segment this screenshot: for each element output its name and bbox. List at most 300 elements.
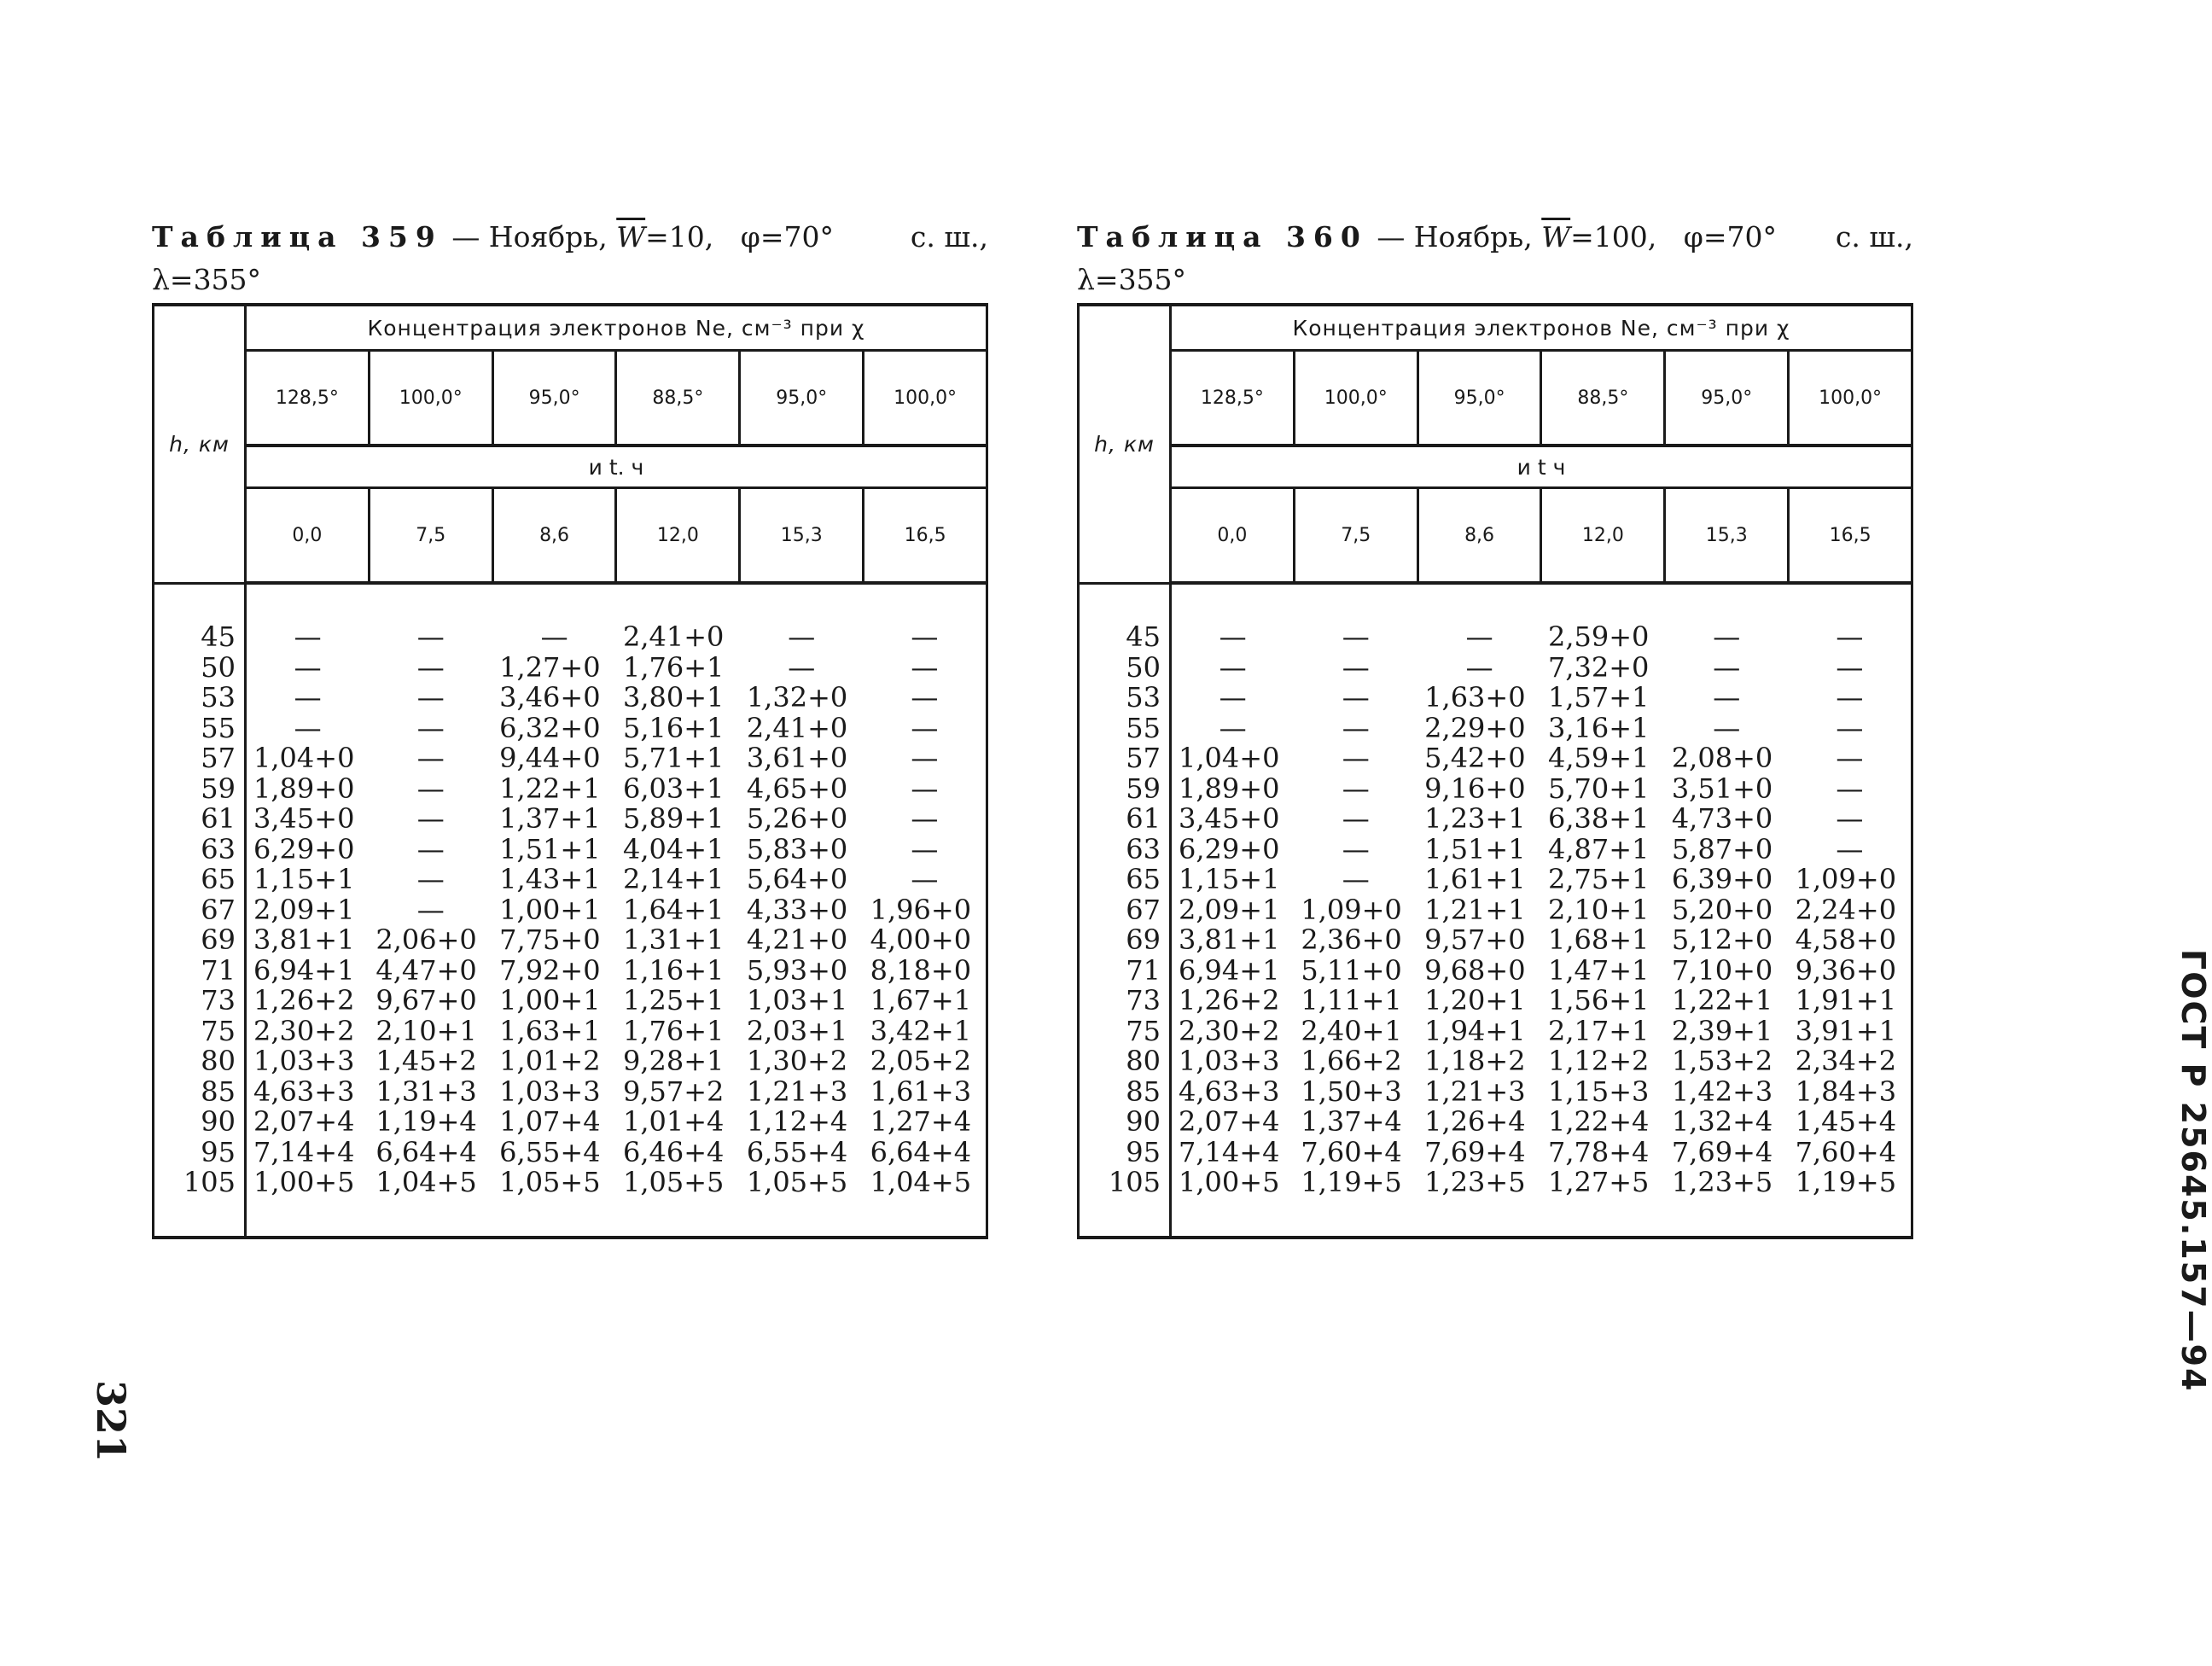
value-cell: 5,11+0 <box>1301 953 1402 987</box>
value-cell: 4,65+0 <box>746 772 848 805</box>
value-cell: 2,14+1 <box>622 863 725 895</box>
value-cell: 1,51+1 <box>499 832 601 865</box>
time-header-cell: 0,0 <box>1171 488 1295 584</box>
value-cell: 1,15+1 <box>253 863 355 895</box>
value-cell: 7,69+4 <box>1424 1135 1526 1168</box>
table-row <box>1079 986 1912 1016</box>
time-header-cell: 16,5 <box>1789 488 1912 584</box>
height-cell: 59 <box>1079 774 1171 805</box>
value-cell: 5,42+0 <box>1424 742 1526 774</box>
time-header-row <box>1079 488 1912 584</box>
value-cell: — <box>416 772 445 805</box>
w-value: =10, <box>645 220 714 253</box>
value-cell: 1,23+1 <box>1424 802 1526 835</box>
value-cell: — <box>1836 772 1864 805</box>
height-cell: 50 <box>154 653 246 684</box>
gost-code: ГОСТ Р 25645.157—94 <box>2174 949 2212 1393</box>
height-cell: 55 <box>1079 714 1171 744</box>
height-cell: 45 <box>1079 622 1171 653</box>
value-cell: 1,18+2 <box>1424 1045 1526 1077</box>
value-cell: 1,12+4 <box>746 1105 848 1138</box>
value-cell: 3,45+0 <box>1179 802 1280 835</box>
value-cell: 2,30+2 <box>1179 1014 1280 1047</box>
value-cell: 1,63+0 <box>1424 681 1526 714</box>
month-text: — Ноябрь, <box>442 220 617 253</box>
height-cell: 69 <box>154 925 246 956</box>
table-row <box>1079 1077 1912 1108</box>
value-cell: — <box>294 650 322 684</box>
value-cell: 1,04+0 <box>1179 742 1280 774</box>
phi-value: φ=70° <box>740 220 835 253</box>
value-cell: 1,19+4 <box>375 1105 477 1138</box>
height-cell: 73 <box>154 986 246 1016</box>
table-row <box>154 683 987 714</box>
value-cell: 7,32+0 <box>1547 650 1650 684</box>
value-cell: 2,07+4 <box>1179 1105 1280 1138</box>
value-cell: 1,32+4 <box>1671 1105 1773 1138</box>
value-cell: 6,64+4 <box>375 1135 477 1168</box>
value-cell: 6,64+4 <box>870 1135 972 1168</box>
table-row <box>154 1046 987 1077</box>
value-cell: 1,27+0 <box>499 650 601 684</box>
spacer-cell <box>740 583 864 622</box>
value-cell: — <box>416 742 445 774</box>
value-cell: — <box>1219 681 1247 714</box>
value-cell: 9,36+0 <box>1795 953 1897 987</box>
value-cell: — <box>416 620 445 653</box>
value-cell: 1,00+5 <box>253 1166 355 1198</box>
table-row <box>154 835 987 865</box>
value-cell: 2,09+1 <box>1179 893 1280 926</box>
table-row <box>1079 714 1912 744</box>
table-359-block <box>152 218 988 1239</box>
value-cell: 2,10+1 <box>375 1014 477 1047</box>
value-cell: 1,45+2 <box>375 1045 477 1077</box>
value-cell: 1,03+3 <box>253 1045 355 1077</box>
value-cell: — <box>1836 742 1864 774</box>
value-cell: 1,16+1 <box>622 953 725 987</box>
value-cell: 4,00+0 <box>870 923 972 956</box>
value-cell: — <box>911 863 939 895</box>
value-cell: 4,87+1 <box>1547 832 1650 865</box>
chi-header-cell: 128,5° <box>246 351 370 446</box>
table-row <box>1079 895 1912 926</box>
electron-density-table <box>1077 303 1913 1239</box>
table-row <box>154 774 987 805</box>
value-cell: 1,89+0 <box>1179 772 1280 805</box>
height-cell: 53 <box>154 683 246 714</box>
table-label: Таблица 359 <box>152 220 443 253</box>
value-cell: — <box>1342 711 1370 744</box>
height-cell: 61 <box>1079 804 1171 835</box>
value-cell: 3,81+1 <box>253 923 355 956</box>
value-cell: 6,29+0 <box>1179 832 1280 865</box>
value-cell: 3,42+1 <box>870 1014 972 1047</box>
value-cell: 6,03+1 <box>622 772 725 805</box>
table-row <box>1079 1107 1912 1138</box>
value-cell: 3,45+0 <box>253 802 355 835</box>
value-cell: — <box>1465 650 1493 684</box>
table-row <box>1079 774 1912 805</box>
value-cell: 5,64+0 <box>746 863 848 895</box>
time-header-cell: 16,5 <box>864 488 987 584</box>
lambda-value: λ=355° <box>152 263 262 296</box>
height-cell: 57 <box>154 743 246 774</box>
value-cell: 6,94+1 <box>1179 953 1280 987</box>
time-header-cell: 0,0 <box>246 488 370 584</box>
value-cell: 1,27+4 <box>870 1105 972 1138</box>
table-body <box>154 583 987 1238</box>
spacer-cell <box>1294 1198 1417 1238</box>
value-cell: — <box>1836 650 1864 684</box>
value-cell: 7,92+0 <box>499 953 601 987</box>
value-cell: — <box>1342 742 1370 774</box>
value-cell: 1,64+1 <box>622 893 725 926</box>
value-cell: 1,84+3 <box>1795 1075 1897 1108</box>
hemisphere-text: с. ш., <box>910 220 988 253</box>
value-cell: 1,91+1 <box>1795 984 1897 1016</box>
value-cell: 1,42+3 <box>1671 1075 1773 1108</box>
table-row <box>1079 1016 1912 1047</box>
table-row <box>1079 622 1912 653</box>
spacer-cell <box>246 583 370 622</box>
height-cell: 57 <box>1079 743 1171 774</box>
table-row <box>1079 835 1912 865</box>
concentration-header: Концентрация электронов Nе, см⁻³ при χ <box>1171 305 1912 351</box>
table-row <box>154 653 987 684</box>
value-cell: 7,14+4 <box>253 1135 355 1168</box>
value-cell: 1,25+1 <box>622 984 725 1016</box>
spacer-cell <box>1417 583 1541 622</box>
height-cell: 69 <box>1079 925 1171 956</box>
value-cell: 3,16+1 <box>1547 711 1650 744</box>
value-cell: 1,22+4 <box>1547 1105 1650 1138</box>
spacer-cell <box>154 583 246 622</box>
value-cell: 6,39+0 <box>1671 863 1773 895</box>
time-header-row <box>154 488 987 584</box>
value-cell: — <box>294 681 322 714</box>
height-cell: 67 <box>1079 895 1171 926</box>
value-cell: 2,05+2 <box>870 1045 972 1077</box>
value-cell: 1,26+2 <box>1179 984 1280 1016</box>
value-cell: 4,59+1 <box>1547 742 1650 774</box>
height-cell: 85 <box>1079 1077 1171 1108</box>
value-cell: — <box>416 681 445 714</box>
value-cell: 9,28+1 <box>622 1045 725 1077</box>
value-cell: — <box>1465 620 1493 653</box>
value-cell: 4,63+3 <box>253 1075 355 1108</box>
value-cell: 1,63+1 <box>499 1014 601 1047</box>
value-cell: 7,75+0 <box>499 923 601 956</box>
value-cell: 4,21+0 <box>746 923 848 956</box>
spacer-row <box>154 583 987 622</box>
value-cell: 2,30+2 <box>253 1014 355 1047</box>
value-cell: 2,29+0 <box>1424 711 1526 744</box>
value-cell: 1,15+1 <box>1179 863 1280 895</box>
table-row <box>154 743 987 774</box>
value-cell: 1,94+1 <box>1424 1014 1526 1047</box>
height-cell: 67 <box>154 895 246 926</box>
value-cell: 1,76+1 <box>622 650 725 684</box>
value-cell: — <box>1836 802 1864 835</box>
table-row <box>154 1138 987 1168</box>
value-cell: — <box>1342 650 1370 684</box>
value-cell: 6,38+1 <box>1547 802 1650 835</box>
height-cell: 63 <box>154 835 246 865</box>
spacer-cell <box>1171 583 1295 622</box>
value-cell: 1,23+5 <box>1671 1166 1773 1198</box>
height-cell: 75 <box>1079 1016 1171 1047</box>
value-cell: 2,03+1 <box>746 1014 848 1047</box>
page-number: 321 <box>88 1379 135 1463</box>
value-cell: — <box>1342 863 1370 895</box>
value-cell: 1,05+5 <box>746 1166 848 1198</box>
value-cell: — <box>416 863 445 895</box>
value-cell: 8,18+0 <box>870 953 972 987</box>
value-cell: 7,78+4 <box>1547 1135 1650 1168</box>
spacer-cell <box>492 1198 616 1238</box>
value-cell: 3,91+1 <box>1795 1014 1897 1047</box>
value-cell: 1,09+0 <box>1795 863 1897 895</box>
value-cell: 1,66+2 <box>1301 1045 1402 1077</box>
table-row <box>154 1016 987 1047</box>
value-cell: — <box>911 650 939 684</box>
month-text: — Ноябрь, <box>1367 220 1542 253</box>
value-cell: 2,75+1 <box>1547 863 1650 895</box>
chi-header-cell: 100,0° <box>864 351 987 446</box>
value-cell: 1,04+5 <box>375 1166 477 1198</box>
spacer-cell <box>740 1198 864 1238</box>
time-header-cell: 12,0 <box>616 488 740 584</box>
chi-header-row <box>154 351 987 446</box>
value-cell: — <box>911 620 939 653</box>
spacer-cell <box>154 1198 246 1238</box>
table-360-block <box>1077 218 1913 1239</box>
value-cell: — <box>294 711 322 744</box>
value-cell: 9,16+0 <box>1424 772 1526 805</box>
local-time-header: и t. ч <box>246 446 987 488</box>
value-cell: 1,21+1 <box>1424 893 1526 926</box>
value-cell: — <box>911 802 939 835</box>
spacer-cell <box>369 583 492 622</box>
spacer-row <box>1079 583 1912 622</box>
value-cell: 6,55+4 <box>499 1135 601 1168</box>
spacer-cell <box>1294 583 1417 622</box>
height-cell: 95 <box>1079 1138 1171 1168</box>
table-row <box>1079 683 1912 714</box>
value-cell: 1,43+1 <box>499 863 601 895</box>
value-cell: 1,31+3 <box>375 1075 477 1108</box>
w-symbol: $\overline{W}$ <box>616 220 646 253</box>
value-cell: 6,29+0 <box>253 832 355 865</box>
value-cell: 1,03+3 <box>499 1075 601 1108</box>
value-cell: 1,22+1 <box>1671 984 1773 1016</box>
value-cell: — <box>911 711 939 744</box>
value-cell: — <box>1342 681 1370 714</box>
value-cell: 1,61+1 <box>1424 863 1526 895</box>
spacer-cell <box>246 1198 370 1238</box>
height-cell: 45 <box>154 622 246 653</box>
height-cell: 80 <box>1079 1046 1171 1077</box>
value-cell: 1,30+2 <box>746 1045 848 1077</box>
value-cell: — <box>1713 681 1741 714</box>
table-row <box>154 986 987 1016</box>
table-row <box>1079 956 1912 987</box>
value-cell: — <box>1836 620 1864 653</box>
h-column-header: h, км <box>154 305 246 583</box>
height-cell: 105 <box>1079 1168 1171 1198</box>
value-cell: — <box>416 893 445 926</box>
value-cell: — <box>911 772 939 805</box>
height-cell: 53 <box>1079 683 1171 714</box>
value-cell: 1,32+0 <box>746 681 848 714</box>
value-cell: 1,20+1 <box>1424 984 1526 1016</box>
value-cell: 6,46+4 <box>622 1135 725 1168</box>
height-cell: 61 <box>154 804 246 835</box>
spacer-cell <box>1789 583 1912 622</box>
hemisphere-text: с. ш., <box>1835 220 1913 253</box>
value-cell: — <box>294 620 322 653</box>
value-cell: 5,89+1 <box>622 802 725 835</box>
time-header-cell: 15,3 <box>740 488 864 584</box>
value-cell: 5,20+0 <box>1671 893 1773 926</box>
value-cell: 1,31+1 <box>622 923 725 956</box>
value-cell: 1,00+1 <box>499 984 601 1016</box>
value-cell: 1,37+4 <box>1301 1105 1402 1138</box>
value-cell: 7,60+4 <box>1795 1135 1897 1168</box>
lambda-value: λ=355° <box>1077 263 1187 296</box>
table-row <box>154 925 987 956</box>
table-row <box>154 622 987 653</box>
value-cell: 1,96+0 <box>870 893 972 926</box>
value-cell: 5,70+1 <box>1547 772 1650 805</box>
value-cell: 1,03+3 <box>1179 1045 1280 1077</box>
value-cell: — <box>416 711 445 744</box>
value-cell: 1,01+4 <box>622 1105 725 1138</box>
value-cell: 1,07+4 <box>499 1105 601 1138</box>
value-cell: — <box>416 650 445 684</box>
value-cell: 1,47+1 <box>1547 953 1650 987</box>
value-cell: 3,51+0 <box>1671 772 1773 805</box>
value-cell: 1,61+3 <box>870 1075 972 1108</box>
value-cell: 1,26+2 <box>253 984 355 1016</box>
value-cell: 2,41+0 <box>622 620 725 653</box>
value-cell: 4,33+0 <box>746 893 848 926</box>
value-cell: — <box>1342 620 1370 653</box>
value-cell: 2,39+1 <box>1671 1014 1773 1047</box>
value-cell: 2,07+4 <box>253 1105 355 1138</box>
value-cell: 2,40+1 <box>1301 1014 1402 1047</box>
value-cell: — <box>1342 802 1370 835</box>
value-cell: 1,03+1 <box>746 984 848 1016</box>
value-cell: — <box>1713 711 1741 744</box>
value-cell: 3,80+1 <box>622 681 725 714</box>
value-cell: 3,46+0 <box>499 681 601 714</box>
value-cell: 1,23+5 <box>1424 1166 1526 1198</box>
height-cell: 85 <box>154 1077 246 1108</box>
value-cell: — <box>1219 711 1247 744</box>
w-value: =100, <box>1570 220 1657 253</box>
table-row <box>154 804 987 835</box>
value-cell: 5,12+0 <box>1671 923 1773 956</box>
electron-density-table <box>152 303 988 1239</box>
table-row <box>1079 1138 1912 1168</box>
value-cell: 1,00+5 <box>1179 1166 1280 1198</box>
height-cell: 95 <box>154 1138 246 1168</box>
value-cell: 2,10+1 <box>1547 893 1650 926</box>
value-cell: — <box>1836 681 1864 714</box>
table-row <box>154 1077 987 1108</box>
value-cell: 4,73+0 <box>1671 802 1773 835</box>
spacer-cell <box>1541 1198 1665 1238</box>
value-cell: — <box>1713 650 1741 684</box>
chi-header-cell: 100,0° <box>1789 351 1912 446</box>
value-cell: 9,68+0 <box>1424 953 1526 987</box>
value-cell: 1,76+1 <box>622 1014 725 1047</box>
value-cell: 5,83+0 <box>746 832 848 865</box>
height-cell: 71 <box>154 956 246 987</box>
height-cell: 63 <box>1079 835 1171 865</box>
value-cell: 5,87+0 <box>1671 832 1773 865</box>
concentration-header: Концентрация электронов Nе, см⁻³ при χ <box>246 305 987 351</box>
value-cell: 1,19+5 <box>1301 1166 1402 1198</box>
table-row <box>1079 804 1912 835</box>
value-cell: 7,10+0 <box>1671 953 1773 987</box>
table-row <box>1079 1168 1912 1198</box>
value-cell: — <box>911 832 939 865</box>
table-row <box>154 865 987 895</box>
table-row <box>1079 653 1912 684</box>
table-row <box>1079 865 1912 895</box>
spacer-cell <box>864 1198 987 1238</box>
value-cell: — <box>1836 832 1864 865</box>
height-cell: 71 <box>1079 956 1171 987</box>
table-row <box>154 1168 987 1198</box>
value-cell: 7,69+4 <box>1671 1135 1773 1168</box>
value-cell: — <box>416 802 445 835</box>
value-cell: 1,04+5 <box>870 1166 972 1198</box>
height-cell: 90 <box>1079 1107 1171 1138</box>
value-cell: 5,16+1 <box>622 711 725 744</box>
value-cell: 1,53+2 <box>1671 1045 1773 1077</box>
time-header-cell: 15,3 <box>1665 488 1789 584</box>
value-cell: 1,67+1 <box>870 984 972 1016</box>
value-cell: 6,32+0 <box>499 711 601 744</box>
chi-header-cell: 95,0° <box>1417 351 1541 446</box>
time-header-cell: 12,0 <box>1541 488 1665 584</box>
height-cell: 80 <box>154 1046 246 1077</box>
spacer-cell <box>616 583 740 622</box>
value-cell: 1,05+5 <box>622 1166 725 1198</box>
value-cell: 9,57+0 <box>1424 923 1526 956</box>
value-cell: 1,50+3 <box>1301 1075 1402 1108</box>
value-cell: 1,05+5 <box>499 1166 601 1198</box>
value-cell: 6,94+1 <box>253 953 355 987</box>
value-cell: 1,68+1 <box>1547 923 1650 956</box>
value-cell: 7,14+4 <box>1179 1135 1280 1168</box>
value-cell: 2,06+0 <box>375 923 477 956</box>
chi-header-cell: 100,0° <box>1294 351 1417 446</box>
value-cell: 1,26+4 <box>1424 1105 1526 1138</box>
value-cell: 2,09+1 <box>253 893 355 926</box>
height-cell: 65 <box>1079 865 1171 895</box>
value-cell: 1,11+1 <box>1301 984 1402 1016</box>
table-body <box>1079 583 1912 1238</box>
value-cell: — <box>416 832 445 865</box>
table-caption <box>1077 218 1913 303</box>
value-cell: 1,04+0 <box>253 742 355 774</box>
value-cell: — <box>788 620 816 653</box>
